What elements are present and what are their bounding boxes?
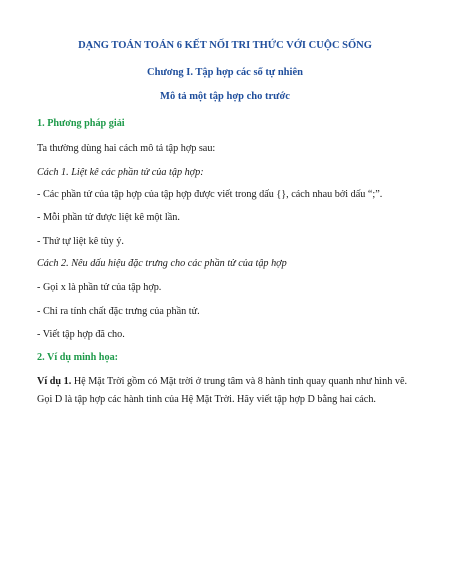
method1-item: - Mỗi phần tử được liệt kê một lần. [37,212,180,223]
method2-title: Cách 2. Nêu dấu hiệu đặc trưng cho các phần tử của tập hợp [37,258,287,269]
section1-intro: Ta thường dùng hai cách mô tả tập hợp sau: [37,143,216,154]
chapter-title: Chương I. Tập hợp các số tự nhiên [147,67,303,78]
document-title: DẠNG TOÁN TOÁN 6 KẾT NỐI TRI THỨC VỚI CUỘC SỐNG [78,40,372,51]
method1-item: - Các phần tử của tập hợp của tập hợp được viết trong dấu {}, cách nhau bởi dấu “;”. [37,189,383,200]
method1-title: Cách 1. Liệt kê các phần tử của tập hợp: [37,167,204,178]
example-text: Hệ Mặt Trời gồm có Mặt trời ở trung tâm và 8 hành tinh quay quanh như hình vẽ. Gọi D là tập hợp các hành tinh của Hệ Mặt Trời. Hãy viết tập hợp D bằng hai cách. [37,376,408,405]
topic-title: Mô tả một tập hợp cho trước [160,91,290,102]
example-paragraph [37,373,422,409]
section1-heading: 1. Phương pháp giải [37,118,125,129]
method2-item: - Gọi x là phần tử của tập hợp. [37,282,162,293]
example-label: Ví dụ 1. [37,376,72,387]
method2-item: - Chỉ ra tính chất đặc trưng của phần tử. [37,306,200,317]
section2-heading: 2. Ví dụ minh họa: [37,352,119,363]
method2-item: - Viết tập hợp đã cho. [37,329,125,340]
method1-item: - Thứ tự liệt kê tùy ý. [37,236,124,247]
